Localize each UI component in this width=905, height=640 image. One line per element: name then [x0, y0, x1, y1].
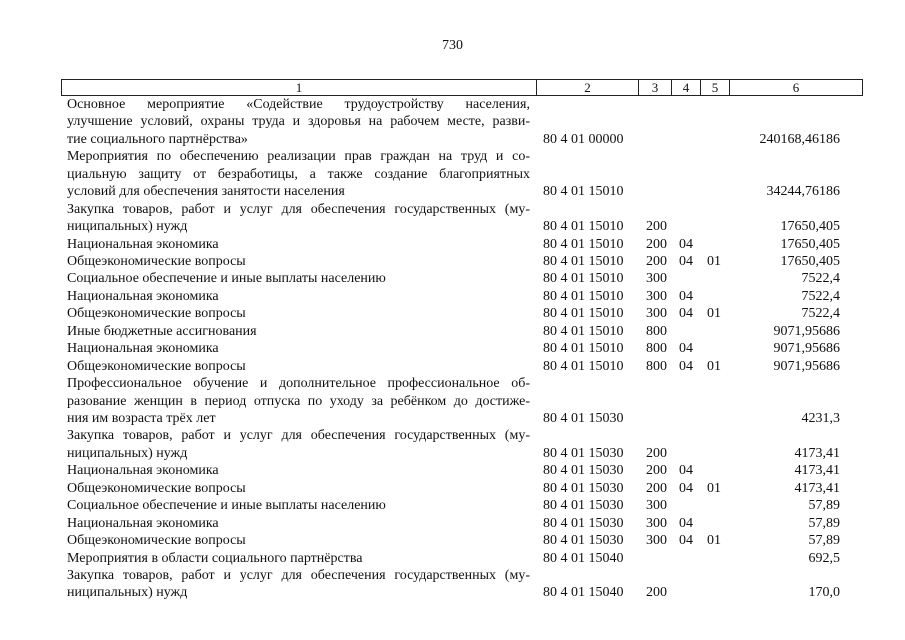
table-row [0, 323, 905, 340]
row-expense-type: 200 [646, 585, 667, 601]
row-description-line: условий для обеспечения занятости населения [67, 184, 345, 200]
table-row [0, 427, 905, 462]
row-expense-type: 300 [646, 515, 667, 531]
row-section: 04 [679, 341, 693, 357]
row-amount: 7522,4 [801, 288, 840, 304]
row-section: 04 [679, 358, 693, 374]
row-description-line: Закупка товаров, работ и услуг для обеспечения государственных (му- [67, 567, 530, 583]
row-section: 04 [679, 236, 693, 252]
row-description-line: Мероприятия по обеспечению реализации прав граждан на труд и со- [67, 149, 530, 165]
row-description-line: Национальная экономика [67, 515, 219, 531]
row-section: 04 [679, 480, 693, 496]
row-amount: 57,89 [808, 533, 840, 549]
row-amount: 240168,46186 [759, 131, 840, 147]
table-row [0, 497, 905, 514]
table-row [0, 236, 905, 253]
column-header-6: 6 [730, 80, 863, 96]
row-expense-type: 300 [646, 271, 667, 287]
table-row [0, 532, 905, 549]
row-amount: 57,89 [808, 515, 840, 531]
row-description-line: циальную защиту от безработицы, а также создание благоприятных [67, 166, 530, 182]
row-amount: 17650,405 [780, 254, 840, 270]
row-description-line: Общеэкономические вопросы [67, 533, 246, 549]
table-row [0, 253, 905, 270]
column-header-2: 2 [537, 80, 639, 96]
row-amount: 9071,95686 [773, 358, 840, 374]
row-description-line: разование женщин в период отпуска по уходу за ребёнком до достиже- [67, 393, 530, 409]
row-description-line: Общеэкономические вопросы [67, 358, 246, 374]
row-target-code: 80 4 01 15010 [543, 254, 624, 270]
row-subsection: 01 [707, 480, 721, 496]
row-section: 04 [679, 306, 693, 322]
row-expense-type: 200 [646, 219, 667, 235]
row-description-line: Национальная экономика [67, 288, 219, 304]
row-amount: 57,89 [808, 498, 840, 514]
row-description-line: Национальная экономика [67, 236, 219, 252]
row-target-code: 80 4 01 15030 [543, 498, 624, 514]
row-description-line: Национальная экономика [67, 463, 219, 479]
table-row [0, 96, 905, 148]
row-description-line: Мероприятия в области социального партнёрства [67, 550, 363, 566]
row-description-line: Общеэкономические вопросы [67, 306, 246, 322]
row-section: 04 [679, 533, 693, 549]
table-row [0, 480, 905, 497]
row-subsection: 01 [707, 358, 721, 374]
row-target-code: 80 4 01 15010 [543, 219, 624, 235]
column-header-table [61, 79, 863, 96]
column-header-1: 1 [62, 80, 537, 96]
page-number: 730 [442, 38, 463, 53]
row-amount: 4173,41 [794, 480, 840, 496]
row-expense-type: 300 [646, 306, 667, 322]
row-target-code: 80 4 01 15010 [543, 271, 624, 287]
row-target-code: 80 4 01 15040 [543, 550, 624, 566]
row-amount: 17650,405 [780, 236, 840, 252]
row-description-line: Общеэкономические вопросы [67, 480, 246, 496]
column-header-5: 5 [701, 80, 730, 96]
row-amount: 34244,76186 [766, 184, 840, 200]
row-target-code: 80 4 01 15040 [543, 585, 624, 601]
table-row [0, 515, 905, 532]
row-target-code: 80 4 01 15010 [543, 341, 624, 357]
row-amount: 9071,95686 [773, 323, 840, 339]
row-description-line: ниципальных) нужд [67, 445, 188, 461]
row-subsection: 01 [707, 533, 721, 549]
row-section: 04 [679, 463, 693, 479]
row-description-line: Социальное обеспечение и иные выплаты населению [67, 271, 386, 287]
row-target-code: 80 4 01 15030 [543, 533, 624, 549]
row-target-code: 80 4 01 15030 [543, 480, 624, 496]
table-row [0, 270, 905, 287]
table-row [0, 462, 905, 479]
table-row [0, 550, 905, 567]
row-description-line: Профессиональное обучение и дополнительное профессиональное об- [67, 376, 530, 392]
row-description-line: тие социального партнёрства» [67, 131, 248, 147]
row-target-code: 80 4 01 15010 [543, 323, 624, 339]
row-target-code: 80 4 01 15010 [543, 306, 624, 322]
column-header-3: 3 [639, 80, 672, 96]
row-expense-type: 200 [646, 236, 667, 252]
table-row [0, 305, 905, 322]
row-target-code: 80 4 01 15010 [543, 184, 624, 200]
table-row [0, 148, 905, 200]
row-description-line: Социальное обеспечение и иные выплаты населению [67, 498, 386, 514]
row-expense-type: 200 [646, 480, 667, 496]
row-expense-type: 800 [646, 341, 667, 357]
table-row [0, 567, 905, 602]
table-row [0, 375, 905, 427]
row-target-code: 80 4 01 15010 [543, 358, 624, 374]
row-description-line: Закупка товаров, работ и услуг для обеспечения государственных (му- [67, 201, 530, 217]
row-amount: 7522,4 [801, 306, 840, 322]
table-row [0, 201, 905, 236]
row-expense-type: 200 [646, 463, 667, 479]
column-header-4: 4 [672, 80, 701, 96]
row-target-code: 80 4 01 15030 [543, 515, 624, 531]
row-expense-type: 200 [646, 254, 667, 270]
row-target-code: 80 4 01 15010 [543, 236, 624, 252]
row-amount: 692,5 [808, 550, 840, 566]
row-amount: 4173,41 [794, 445, 840, 461]
row-amount: 4173,41 [794, 463, 840, 479]
row-section: 04 [679, 288, 693, 304]
row-description-line: ниципальных) нужд [67, 585, 188, 601]
row-target-code: 80 4 01 00000 [543, 131, 624, 147]
row-expense-type: 300 [646, 288, 667, 304]
row-target-code: 80 4 01 15030 [543, 410, 624, 426]
column-header-row [62, 80, 863, 96]
row-amount: 7522,4 [801, 271, 840, 287]
row-section: 04 [679, 254, 693, 270]
row-expense-type: 300 [646, 498, 667, 514]
budget-rows [0, 96, 905, 602]
table-row [0, 340, 905, 357]
row-subsection: 01 [707, 306, 721, 322]
row-amount: 4231,3 [801, 410, 840, 426]
row-expense-type: 800 [646, 358, 667, 374]
row-description-line: ния им возраста трёх лет [67, 410, 216, 426]
row-description-line: Основное мероприятие «Содействие трудоустройству населения, [67, 97, 530, 112]
row-target-code: 80 4 01 15030 [543, 463, 624, 479]
row-amount: 17650,405 [780, 219, 840, 235]
row-subsection: 01 [707, 254, 721, 270]
row-amount: 170,0 [808, 585, 840, 601]
row-section: 04 [679, 515, 693, 531]
row-target-code: 80 4 01 15010 [543, 288, 624, 304]
row-expense-type: 200 [646, 445, 667, 461]
row-expense-type: 300 [646, 533, 667, 549]
row-expense-type: 800 [646, 323, 667, 339]
row-target-code: 80 4 01 15030 [543, 445, 624, 461]
table-row [0, 358, 905, 375]
table-row [0, 288, 905, 305]
row-description-line: Иные бюджетные ассигнования [67, 323, 257, 339]
row-description-line: Национальная экономика [67, 341, 219, 357]
row-amount: 9071,95686 [773, 341, 840, 357]
row-description-line: Общеэкономические вопросы [67, 254, 246, 270]
row-description-line: Закупка товаров, работ и услуг для обеспечения государственных (му- [67, 428, 530, 444]
row-description-line: улучшение условий, охраны труда и здоровья на рабочем месте, разви- [67, 114, 530, 130]
row-description-line: ниципальных) нужд [67, 219, 188, 235]
